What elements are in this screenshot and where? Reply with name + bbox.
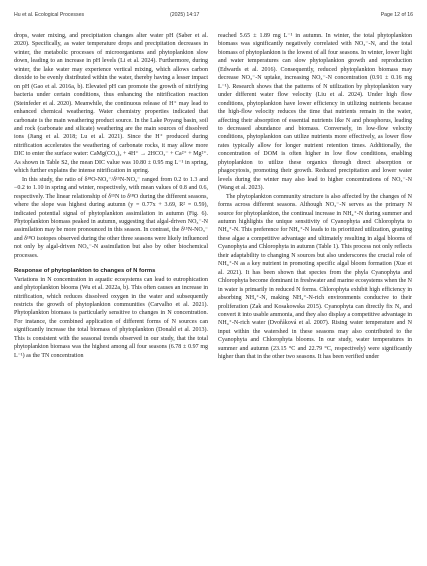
paragraph: Variations in N concentration in aquatic ecosystems can lead to eutrophication and phytoplankton blooms (Wu et al. 2022a, b). This often causes an increase in nitrification, which reduces dissolved oxygen in the water and subsequently restricts the growth of phytoplankton communities (Carvalho et al. 2021). Phytoplankton biomass is particularly sensitive to changes in N concentration. For instance, the combined application of different forms of N sources can significantly increase the total biomass of phytoplankton (Donald et al. 2013). This is consistent with the seasonal trends observed in our study, that the total phytoplankton biomass was the highest among all four seasons (6.78 ± 0.97 mg L⁻¹) as the TN concentration <box>14 276 208 359</box>
paragraph: The phytoplankton community structure is also affected by the changes of N forms across different seasons. Although NO₃⁻-N serves as the primary N source for phytoplankton, the continual increase in NH₄⁺-N during summer and autumn highlights the unique sensitivity of Cyanophyta and Chlorophyta to NH₄⁺-N. This preference for NH₄⁺-N leads to its prioritized utilization, granting these algae a competitive advantage and ultimately resulting in algal blooms of Cyanophyta and Chlorophyta in autumn (Table 1). This process not only reflects their adaptability to changing N sources but also underscores the crucial role of NH₄⁺-N as a key nutrient in promoting specific algal bloom formation (Xue et al. 2021). It has been shown that species from the phyla Cyanophyta and Chlorophyta become dominant in freshwater and marine ecosystems when the N in water is primarily in reduced N forms. Chlorophyta exhibit high efficiency in absorbing NH₄⁺-N, making NH₄⁺-N-rich environments conducive to their proliferation (Zak and Kosakowska 2015). Cyanophyta can directly fix N₂ and convert it into usable ammonia, and they also display a competitive advantage in NH₄⁺-N-rich water (Dvořáková et al. 2007). Rising water temperature and N input within the watershed in these seasons may also contributed to the Cyanophyta and Chlorophyta blooms. In our study, water temperatures in summer and autumn (23.15 °C and 22.79 °C, respectively) were significantly higher than that in the other two seasons. It has been verified under <box>218 193 412 361</box>
left-column <box>14 32 208 362</box>
page-number: Page 12 of 16 <box>380 12 413 18</box>
section-heading: Response of phytoplankton to changes of N forms <box>14 268 156 275</box>
journal-year: (2025) 14:17 <box>170 12 200 18</box>
journal-name: Hu et al. Ecological Processes <box>14 12 85 18</box>
paragraph: In this study, the ratio of δ¹⁸O-NO₃⁻/δ¹⁵N-NO₃⁻ ranged from 0.2 to 1.3 and −0.2 to 1.10 in spring and winter, respectively, with mean values of 0.8 and 0.6, respectively. The linear relationship of δ¹⁵N to δ¹⁸O during the different seasons, where the slope was highest during autumn (y = 0.77x + 3.69, R² = 0.59), indicated potential signal of phytoplankton assimilation in autumn (Fig. 6). Phytoplankton biomass peaked in autumn, suggesting that algal-driven NO₃⁻-N assimilation may be more pronounced in this season. In contrast, the δ¹⁵N-NO₃⁻ and δ¹⁸O isotopes observed during the other three seasons were likely influenced not only by algal-driven NO₃⁻-N assimilation but also by other biochemical processes. <box>14 176 208 259</box>
paragraph: reached 5.65 ± 1.89 mg L⁻¹ in autumn. In winter, the total phytoplankton biomass was significantly negatively correlated with NO₃⁻-N, and the total biomass of phytoplankton is the lowest of all four seasons. In winter, lower light and water temperatures can slow phytoplankton growth and reproduction (Edwards et al. 2016). Consequently, reduced phytoplankton biomass may decrease NO₃⁻-N uptake, increasing NO₃⁻-N concentration (0.91 ± 0.16 mg L⁻¹). Research shows that the patterns of N utilization by phytoplankton vary under different water flow velocity (Liu et al. 2024). Under high flow conditions, phytoplankton have lower efficiency in utilizing nutrients because the high-flow velocity reduces the time that nutrients remain in the water, affecting their absorption of essential nutrients like N and phosphorus, leading to decreased abundance and biomass. Conversely, in low-flow velocity conditions, phytoplankton can utilize nutrients more effectively, as lower flow rates typically allow for longer nutrient retention times. Additionally, the concentration of DOM is often higher in low flow conditions, enabling phytoplankton to utilize these organics through direct absorption or phagocytosis, promoting their growth. Reduced precipitation and lower water levels during the winter may also lead to higher concentrations of NO₃⁻-N (Wang et al. 2023). <box>218 33 412 192</box>
page-header <box>14 10 413 20</box>
body-columns <box>14 32 413 362</box>
paragraph: drops, water mixing, and precipitation changes alter water pH (Saber et al. 2020). Specifically, as water temperature drops and precipitation decreases in winter, the metabolic processes of microorganisms and phytoplankton slow down, leading to an increase in pH levels (Li et al. 2024). Furthermore, during winter, the lake water may experience vertical mixing, which allows carbon dioxide to be evenly distributed within the water, thereby having a lesser impact on pH (Gao et al. 2016a, b). Elevated pH can promote the growth of nitrifying bacteria under certain conditions, thus enhancing the nitrification reaction (Steinfeder et al. 2020). Meanwhile, the continuous release of H⁺ may lead to enhanced chemical weathering. Water chemistry properties indicated that carbonate is the main weathering product source. In the Lake Poyang basin, soil and rock (carbonate and silicate) weathering are the main sources of dissolved ions (Jiang et al. 2018; Lu et al. 2021). Since the H⁺ produced during nitrification accelerates the weathering of carbonate rocks, it may allow more DIC to enter the surface water: CaMg(CO₃)₂ + 4H⁺ → 2HCO₃⁻ + Ca²⁺ + Mg²⁺. As shown in Table S2, the mean DIC value was 10.80 ± 0.95 mg L⁻¹ in spring, which further explains the intense nitrification in spring. <box>14 33 208 175</box>
right-column <box>218 32 412 362</box>
